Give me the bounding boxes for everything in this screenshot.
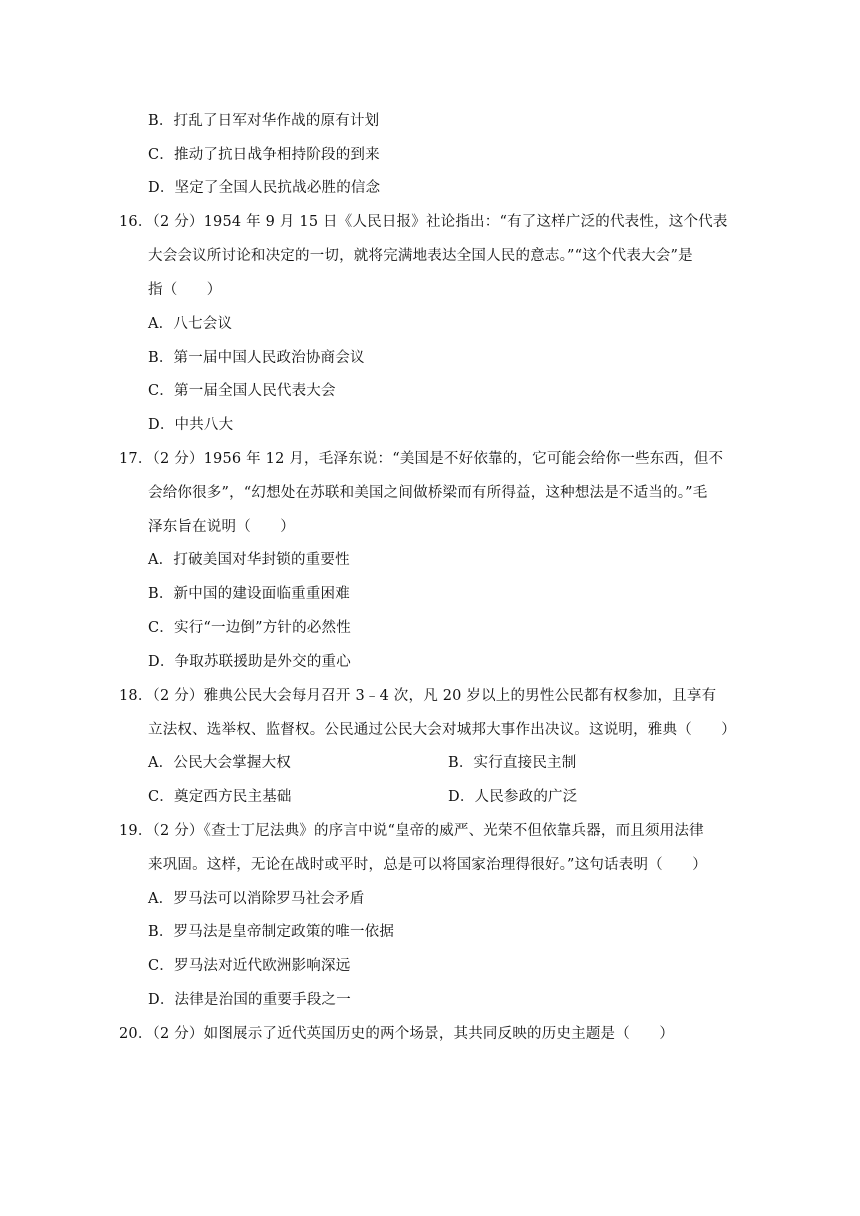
q20-stem-line-1: 20．（2 分）如图展示了近代英国历史的两个场景，其共同反映的历史主题是（ ） — [119, 1026, 675, 1042]
q18-option-a: A．公民大会掌握大权 — [148, 755, 291, 771]
q18-option-c: C．奠定西方民主基础 — [148, 789, 292, 805]
q19-stem-line-1: 19．（2 分）《查士丁尼法典》的序言中说“皇帝的威严、光荣不但依靠兵器，而且须用法律 — [119, 823, 704, 839]
q16-stem-line-3: 指（ ） — [148, 282, 222, 298]
q19-option-c: C．罗马法对近代欧洲影响深远 — [148, 958, 351, 974]
q17-stem-line-3: 泽东旨在说明（ ） — [148, 519, 295, 535]
q16-stem-line-2: 大会会议所讨论和决定的一切，就将完满地表达全国人民的意志。”“这个代表大会”是 — [148, 248, 693, 264]
q17-stem-line-1: 17．（2 分）1956 年 12 月，毛泽东说：“美国是不好依靠的，它可能会给你一些东西，但不 — [119, 451, 724, 467]
q16-option-d: D．中共八大 — [148, 417, 234, 433]
q16-option-b: B．第一届中国人民政治协商会议 — [148, 350, 365, 366]
q15-option-d: D．坚定了全国人民抗战必胜的信念 — [148, 180, 381, 196]
q16-option-a: A．八七会议 — [148, 316, 233, 332]
q19-option-b: B．罗马法是皇帝制定政策的唯一依据 — [148, 924, 395, 940]
q16-option-c: C．第一届全国人民代表大会 — [148, 383, 336, 399]
q19-option-d: D．法律是治国的重要手段之一 — [148, 992, 351, 1008]
q19-stem-line-2: 来巩固。这样，无论在战时或平时，总是可以将国家治理得很好。”这句话表明（ ） — [148, 857, 707, 873]
q17-option-d: D．争取苏联援助是外交的重心 — [148, 654, 351, 670]
q16-stem-line-1: 16．（2 分）1954 年 9 月 15 日《人民日报》社论指出：“有了这样广泛的代表性，这个代表 — [119, 214, 728, 230]
q18-stem-line-1: 18．（2 分）雅典公民大会每月召开 3﹣4 次，凡 20 岁以上的男性公民都有权参加，且享有 — [119, 688, 717, 704]
q18-option-d: D．人民参政的广泛 — [448, 789, 578, 805]
q17-option-b: B．新中国的建设面临重重困难 — [148, 586, 350, 602]
q17-stem-line-2: 会给你很多”，“幻想处在苏联和美国之间做桥梁而有所得益，这种想法是不适当的。”毛 — [148, 485, 708, 501]
q15-option-c: C．推动了抗日战争相持阶段的到来 — [148, 147, 380, 163]
q18-option-b: B．实行直接民主制 — [448, 755, 577, 771]
q15-option-b: B．打乱了日军对华作战的原有计划 — [148, 113, 380, 129]
q18-stem-line-2: 立法权、选举权、监督权。公民通过公民大会对城邦大事作出决议。这说明，雅典（ ） — [148, 722, 736, 738]
q17-option-a: A．打破美国对华封锁的重要性 — [148, 552, 350, 568]
q19-option-a: A．罗马法可以消除罗马社会矛盾 — [148, 891, 365, 907]
q17-option-c: C．实行“一边倒”方针的必然性 — [148, 620, 351, 636]
